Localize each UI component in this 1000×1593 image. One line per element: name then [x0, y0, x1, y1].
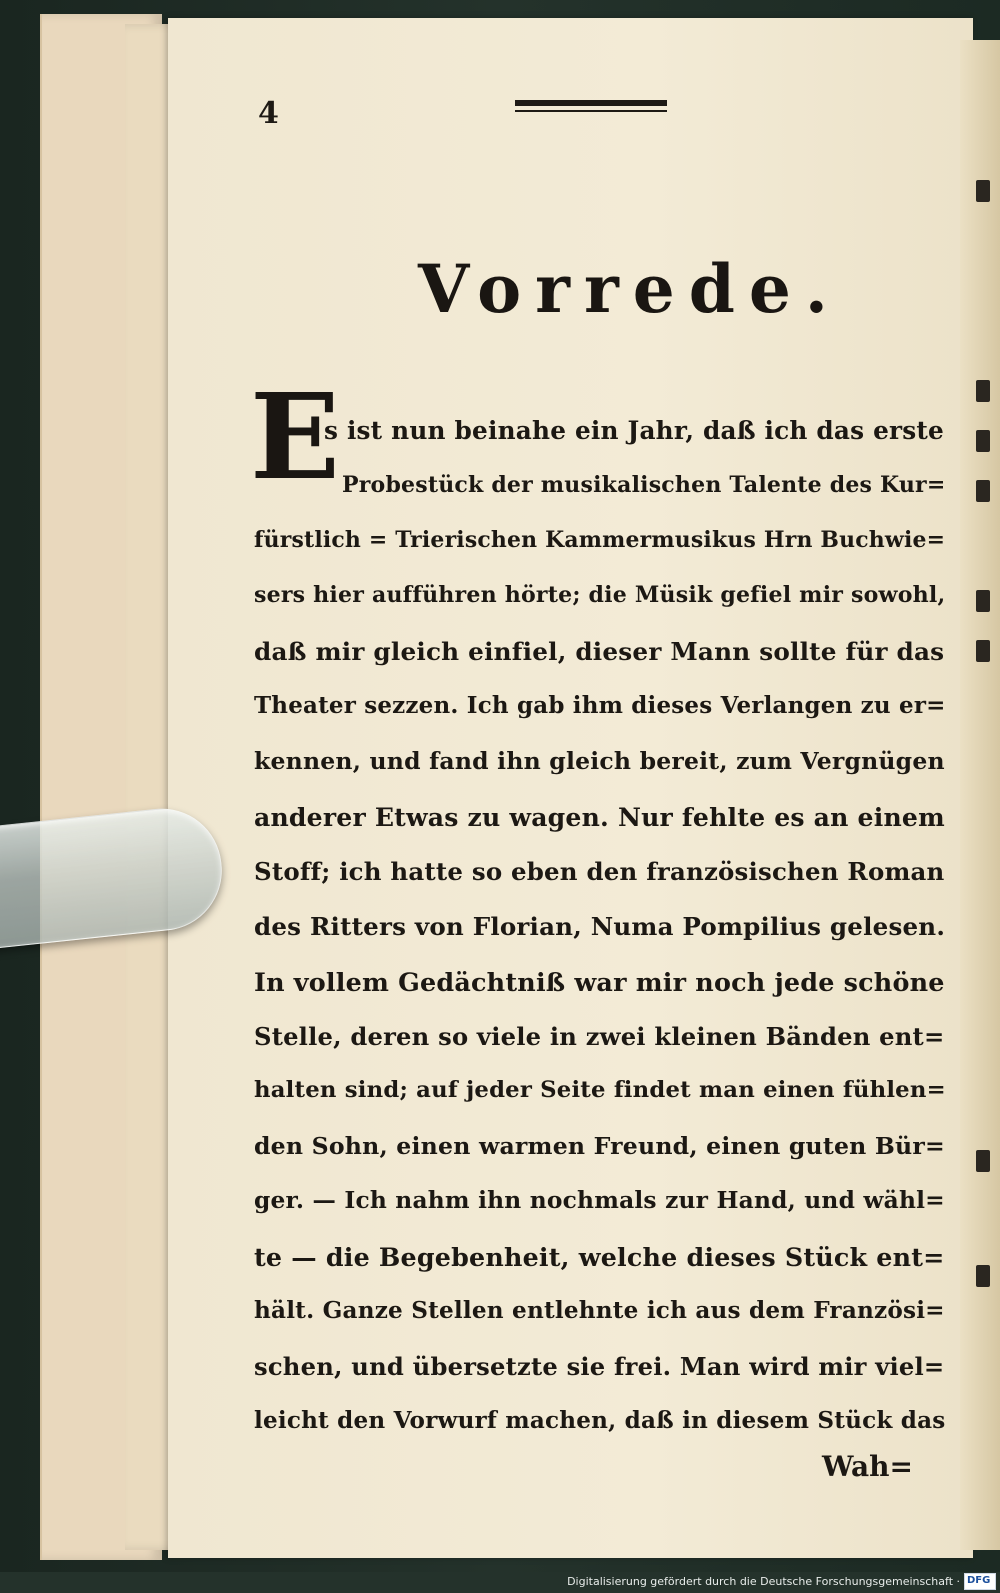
text-line: hält. Ganze Stellen entlehnte ich aus dem Französi=: [254, 1297, 945, 1324]
drop-capital: E: [250, 367, 340, 506]
text-line: Theater sezzen. Ich gab ihm dieses Verlangen zu er=: [254, 692, 946, 719]
facing-page-glyph: [976, 480, 990, 502]
text-line: Stoff; ich hatte so eben den französischen Roman: [254, 857, 945, 886]
facing-page-glyph: [976, 590, 990, 612]
facing-page-glyph: [976, 180, 990, 202]
text-line: te — die Begebenheit, welche dieses Stück ent=: [254, 1242, 945, 1272]
facing-page-glyph: [976, 380, 990, 402]
facing-page-edge: [960, 40, 1000, 1550]
page-number: 4: [258, 96, 279, 131]
facing-page-glyph: [976, 1150, 990, 1172]
text-line: kennen, und fand ihn gleich bereit, zum Vergnügen: [254, 747, 945, 775]
dfg-logo: DFG: [964, 1573, 996, 1590]
chapter-title: Vorrede.: [418, 250, 842, 328]
text-line: sers hier aufführen hörte; die Müsik gefiel mir sowohl,: [254, 582, 946, 608]
text-line: des Ritters von Florian, Numa Pompilius gelesen.: [254, 912, 946, 941]
text-line: schen, und übersetzte sie frei. Man wird mir viel=: [254, 1352, 945, 1381]
footer-credit: Digitalisierung gefördert durch die Deutsche Forschungsgemeinschaft ·: [567, 1575, 960, 1588]
text-line: ger. — Ich nahm ihn nochmals zur Hand, und wähl=: [254, 1187, 945, 1214]
text-line: leicht den Vorwurf machen, daß in diesem Stück das: [254, 1407, 946, 1434]
facing-page-glyph: [976, 430, 990, 452]
text-line: anderer Etwas zu wagen. Nur fehlte es an einem: [254, 802, 945, 832]
text-line: Stelle, deren so viele in zwei kleinen Bänden ent=: [254, 1022, 945, 1051]
facing-page-glyph: [976, 640, 990, 662]
text-line: Probestück der musikalischen Talente des Kur=: [342, 472, 946, 498]
catchword: Wah=: [822, 1450, 913, 1483]
text-line: den Sohn, einen warmen Freund, einen guten Bür=: [254, 1132, 945, 1160]
text-line: In vollem Gedächtniß war mir noch jede schöne: [254, 967, 945, 997]
body-text: [254, 0, 944, 1593]
text-line: fürstlich = Trierischen Kammermusikus Hrn Buchwie=: [254, 527, 946, 553]
text-line: daß mir gleich einfiel, dieser Mann sollte für das: [254, 637, 945, 666]
facing-page-glyph: [976, 1265, 990, 1287]
text-line: halten sind; auf jeder Seite findet man einen fühlen=: [254, 1077, 946, 1103]
text-line: s ist nun beinahe ein Jahr, daß ich das erste: [324, 416, 944, 445]
